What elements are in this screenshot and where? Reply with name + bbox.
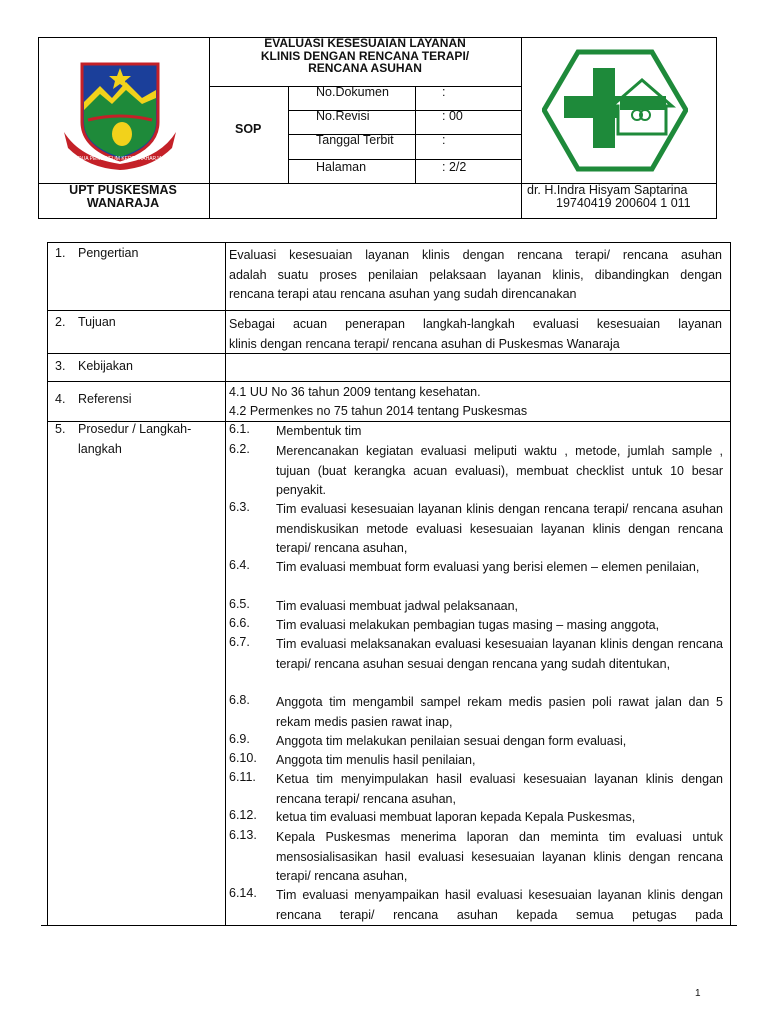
step-number: 6.10. [229, 751, 257, 765]
field-value-halaman: : 2/2 [442, 160, 467, 174]
step-6-11 [229, 770, 723, 809]
step-number: 6.7. [229, 635, 250, 649]
section-1-title: Pengertian [78, 246, 139, 260]
org-name-line-2: WANARAJA [86, 196, 160, 210]
step-text: Tim evaluasi melaksanakan evaluasi kesesuaian layanan klinis dengan rencana terapi/ rencana asuhan sesuai dengan rencana yang sudah ditentukan, [276, 637, 723, 671]
section-3-title: Kebijakan [78, 359, 133, 373]
step-number: 6.13. [229, 828, 257, 842]
step-number: 6.8. [229, 693, 250, 707]
step-text: Tim evaluasi membuat form evaluasi yang berisi elemen – elemen penilaian, [276, 560, 700, 574]
field-value-no-revisi: : 00 [442, 109, 463, 123]
step-text: Anggota tim mengambil sampel rekam medis pasien poli rawat jalan dan 5 rekam medis pasien rawat inap, [276, 695, 723, 729]
section-4-number: 4. [55, 392, 66, 406]
referensi-item-1: 4.1 UU No 36 tahun 2009 tentang kesehatan. [229, 385, 481, 399]
step-6-14 [229, 886, 723, 925]
step-number: 6.12. [229, 808, 257, 822]
section-5-title-line-2: langkah [78, 442, 122, 456]
step-6-7 [229, 635, 723, 693]
section-2-title: Tujuan [78, 315, 116, 329]
document-title-line-3: RENCANA ASUHAN [308, 61, 422, 75]
section-2-number: 2. [55, 315, 66, 329]
regency-emblem-logo [60, 52, 180, 170]
step-6-13 [229, 828, 723, 886]
step-text: Anggota tim menulis hasil penilaian, [276, 753, 476, 767]
step-number: 6.9. [229, 732, 250, 746]
step-6-4 [229, 558, 723, 597]
pengertian-line-1: Evaluasi kesesuaian layanan klinis dengan rencana terapi/ rencana asuhan [229, 248, 722, 262]
step-6-5 [229, 597, 723, 617]
step-text: Membentuk tim [276, 424, 362, 438]
step-text: Anggota tim melakukan penilaian sesuai dengan form evaluasi, [276, 734, 627, 748]
step-6-9 [229, 732, 723, 752]
tujuan-text [229, 315, 722, 354]
section-5-number: 5. [55, 422, 66, 436]
tujuan-line-2: klinis dengan rencana terapi/ rencana asuhan di Puskesmas Wanaraja [229, 336, 620, 351]
field-label-no-revisi: No.Revisi [316, 109, 370, 123]
step-text: Tim evaluasi kesesuaian layanan klinis dengan rencana terapi/ rencana asuhan mendiskusikan metode evaluasi kesesuaian layanan klinis dengan rencana terapi/ rencana asuhan, [276, 502, 723, 555]
section-1-number: 1. [55, 246, 66, 260]
sop-label: SOP [235, 122, 262, 136]
step-6-6 [229, 616, 723, 636]
emblem-motto: DUA PENGHIEUM KERTA RAHARJA [78, 156, 162, 162]
step-text: Tim evaluasi menyampaikan hasil evaluasi kesesuaian layanan klinis dengan rencana terapi/ rencana asuhan kepada semua petugas pada [276, 888, 723, 922]
page-number: 1 [695, 988, 701, 999]
pengertian-line-2: adalah suatu proses penilaian pelaksaan layanan klinis, dibandingkan dengan [229, 267, 722, 282]
field-label-no-dokumen: No.Dokumen [316, 85, 389, 99]
tujuan-line-1: Sebagai acuan penerapan langkah-langkah evaluasi kesesuaian layanan [229, 317, 722, 331]
puskesmas-logo [542, 48, 688, 173]
step-text: Ketua tim menyimpulakan hasil evaluasi kesesuaian layanan klinis dengan rencana terapi/ rencana asuhan, [276, 772, 723, 806]
step-6-1 [229, 422, 723, 442]
org-name-line-1: UPT PUSKESMAS [69, 183, 177, 197]
field-value-tanggal-terbit: : [442, 133, 446, 147]
field-label-halaman: Halaman [316, 160, 367, 174]
step-6-12 [229, 808, 723, 828]
document-title-line-1: EVALUASI KESESUAIAN LAYANAN [264, 36, 466, 50]
document-title-line-2: KLINIS DENGAN RENCANA TERAPI/ [260, 49, 470, 63]
step-number: 6.1. [229, 422, 250, 436]
step-number: 6.14. [229, 886, 257, 900]
step-6-8 [229, 693, 723, 732]
step-text: ketua tim evaluasi membuat laporan kepada Kepala Puskesmas, [276, 810, 636, 824]
step-number: 6.6. [229, 616, 250, 630]
section-4-title: Referensi [78, 392, 132, 406]
referensi-text [229, 383, 722, 421]
step-text: Tim evaluasi melakukan pembagian tugas masing – masing anggota, [276, 618, 660, 632]
step-6-10 [229, 751, 723, 771]
step-text: Tim evaluasi membuat jadwal pelaksanaan, [276, 599, 519, 613]
step-number: 6.3. [229, 500, 250, 514]
step-number: 6.11. [229, 770, 256, 784]
step-number: 6.2. [229, 442, 250, 456]
signatory-nip: 19740419 200604 1 011 [556, 196, 691, 210]
step-number: 6.5. [229, 597, 250, 611]
pengertian-text [229, 246, 722, 305]
section-3-number: 3. [55, 359, 66, 373]
section-5-title-line-1: Prosedur / Langkah- [78, 422, 192, 436]
pengertian-line-3: rencana terapi atau rencana asuhan yang sudah direncanakan [229, 287, 577, 301]
step-text: Merencanakan kegiatan evaluasi meliputi waktu , metode, jumlah sample , tujuan (buat kerangka acuan evaluasi), membuat checklist untuk 10 besar penyakit. [276, 444, 723, 497]
signatory-name: dr. H.Indra Hisyam Saptarina [527, 183, 688, 197]
step-number: 6.4. [229, 558, 250, 572]
step-text: Kepala Puskesmas menerima laporan dan meminta tim evaluasi untuk mensosialisasikan hasil evaluasi kesesuaian layanan klinis dengan rencana terapi/ rencana asuhan, [276, 830, 723, 883]
referensi-item-2: 4.2 Permenkes no 75 tahun 2014 tentang Puskesmas [229, 404, 528, 418]
field-value-no-dokumen: : [442, 85, 446, 99]
step-6-2 [229, 442, 723, 500]
field-label-tanggal-terbit: Tanggal Terbit [316, 133, 394, 147]
step-6-3 [229, 500, 723, 558]
